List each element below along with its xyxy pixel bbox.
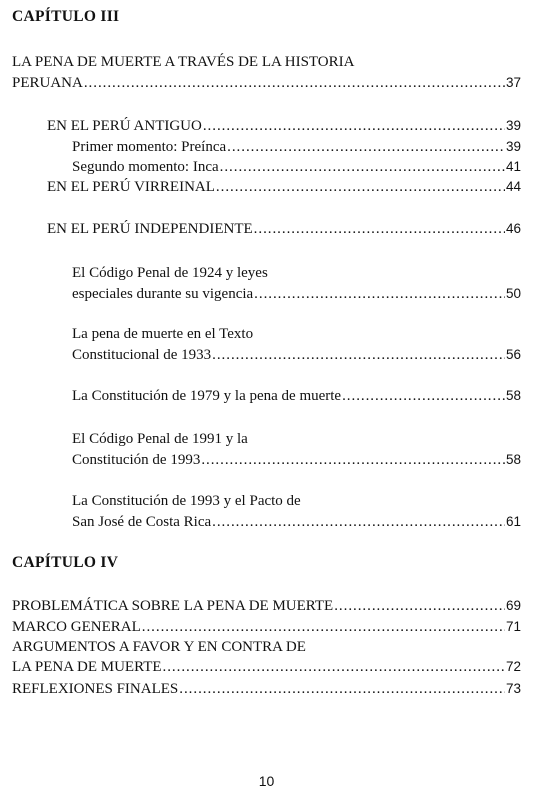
chapter-3-heading: CAPÍTULO III [12,8,120,25]
toc-entry-argumentos [12,658,521,676]
toc-page-number: 39 [505,118,521,133]
toc-entry-texto-1933 [72,346,521,364]
page-number: 10 [258,773,275,789]
toc-entry-peru-virreinal [47,178,521,196]
toc-entry-label: San José de Costa Rica [72,514,212,530]
chapter-4-heading: CAPÍTULO IV [12,554,119,571]
toc-entry-codigo-1924 [72,285,521,303]
toc-page-number: 73 [505,681,521,696]
toc-pacto-line1: La Constitución de 1993 y el Pacto de [72,493,301,509]
toc-entry-codigo-1991 [72,451,521,469]
toc-entry-pacto [72,513,521,531]
toc-page-number: 58 [505,388,521,403]
toc-entry-historia-peruana [12,74,521,92]
toc-entry-label: EN EL PERÚ ANTIGUO [47,118,202,134]
toc-page-number: 56 [505,347,521,362]
toc-entry-label: EN EL PERÚ VIRREINAL [47,179,215,195]
toc-page-number: 72 [505,659,521,674]
toc-entry-problematica [12,597,521,615]
toc-entry-peru-independiente [47,220,521,238]
toc-page-number: 50 [505,286,521,301]
toc-codigo-1991-line1: El Código Penal de 1991 y la [72,431,248,447]
toc-entry-label: PROBLEMÁTICA SOBRE LA PENA DE MUERTE [12,598,334,614]
toc-entry-label: PERUANA [12,75,83,91]
toc-page-number: 39 [505,139,521,154]
toc-main-title-line1: LA PENA DE MUERTE A TRAVÉS DE LA HISTORIA [12,54,355,70]
toc-entry-reflexiones [12,680,521,698]
toc-argumentos-line1: ARGUMENTOS A FAVOR Y EN CONTRA DE [12,639,306,655]
toc-page-number: 37 [505,75,521,90]
toc-entry-constitucion-1979 [72,387,521,405]
toc-entry-label: LA PENA DE MUERTE [12,659,162,675]
toc-entry-peru-antiguo [47,117,521,135]
toc-entry-label: EN EL PERÚ INDEPENDIENTE [47,221,253,237]
toc-page-number: 69 [505,598,521,613]
toc-entry-label: especiales durante su vigencia [72,286,254,302]
toc-page-number: 44 [505,179,521,194]
toc-texto-1933-line1: La pena de muerte en el Texto [72,326,254,342]
toc-entry-label: REFLEXIONES FINALES [12,681,179,697]
toc-entry-primer-momento [72,138,521,156]
toc-page-number: 71 [505,619,521,634]
toc-page-number: 46 [505,221,521,236]
toc-entry-label: Constitución de 1993 [72,452,201,468]
toc-entry-segundo-momento [72,158,521,176]
toc-entry-label: Constitucional de 1933 [72,347,212,363]
toc-entry-marco-general [12,618,521,636]
toc-entry-label: Primer momento: Preínca [72,139,227,155]
toc-page-number: 61 [505,514,521,529]
toc-page-number: 41 [505,159,521,174]
toc-codigo-1924-line1: El Código Penal de 1924 y leyes [72,265,268,281]
toc-page-number: 58 [505,452,521,467]
toc-entry-label: MARCO GENERAL [12,619,141,635]
toc-entry-label: La Constitución de 1979 y la pena de muerte [72,388,342,404]
toc-entry-label: Segundo momento: Inca [72,159,219,175]
